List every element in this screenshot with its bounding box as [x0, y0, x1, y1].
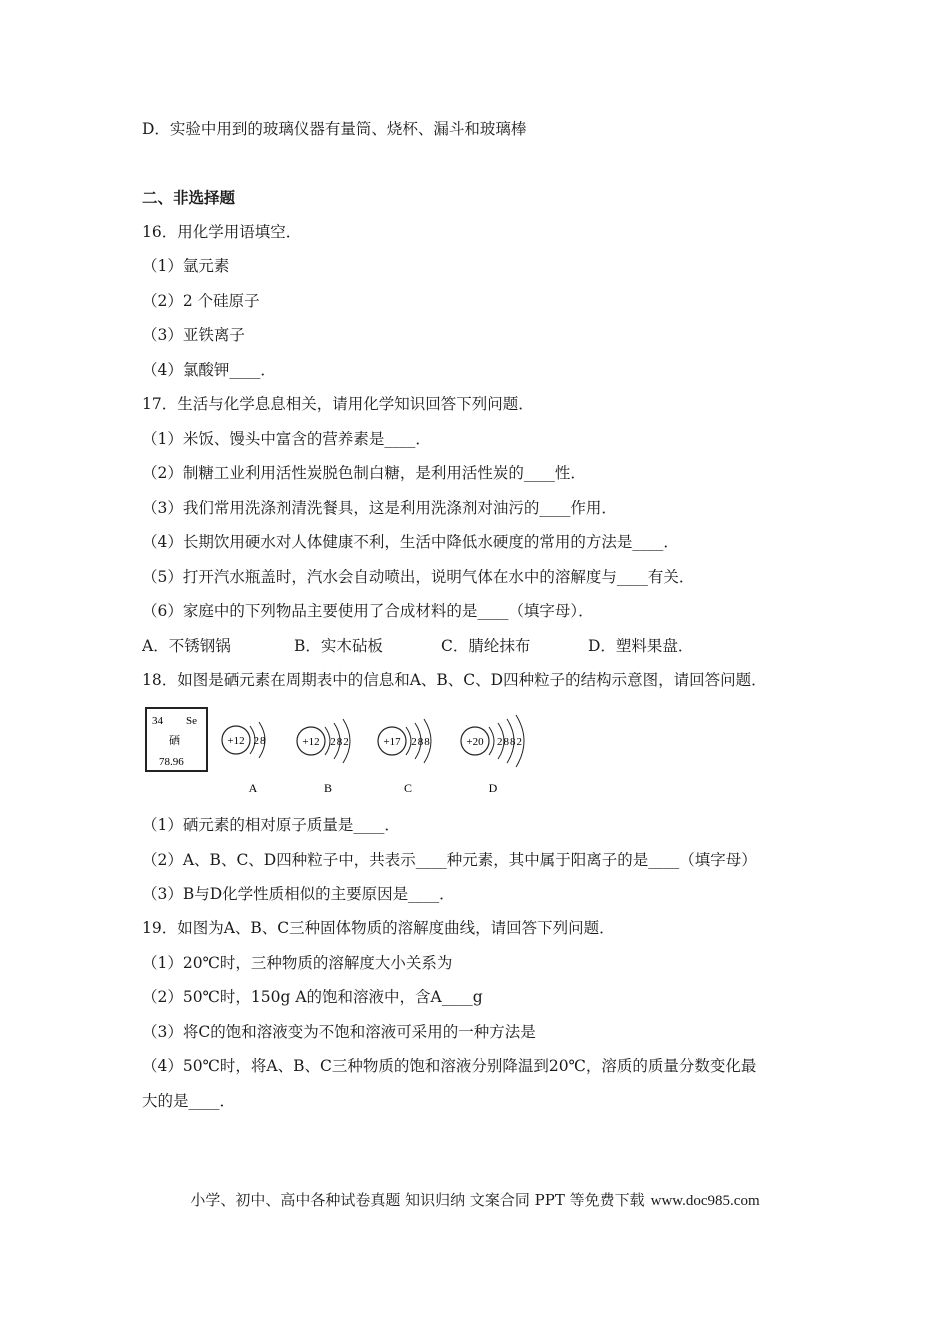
question-19-item: （3）将C的饱和溶液变为不饱和溶液可采用的一种方法是	[142, 1023, 536, 1041]
shell-arc	[406, 727, 411, 755]
shell-arc	[489, 727, 494, 755]
electron-shells: 2882	[497, 736, 523, 748]
question-16-item: （2）2 个硅原子	[142, 292, 260, 310]
nucleus-charge: +17	[383, 736, 401, 748]
footer-text: 小学、初中、高中各种试卷真题 知识归纳 文案合同 PPT 等免费下载	[190, 1191, 645, 1209]
electron-shells: 28	[253, 735, 267, 747]
particle-b	[297, 719, 350, 795]
page-footer	[0, 1190, 950, 1211]
question-19-item: 大的是____．	[142, 1092, 236, 1110]
question-17-item: （4）长期饮用硬水对人体健康不利，生活中降低水硬度的常用的方法是____．	[142, 533, 679, 551]
footer-url[interactable]: www.doc985.com	[650, 1193, 760, 1209]
question-18-item: （3）B与D化学性质相似的主要原因是____．	[142, 885, 455, 903]
element-mass: 78.96	[159, 756, 184, 768]
question-16-item: （3）亚铁离子	[142, 326, 245, 344]
option-a: A．不锈钢锅	[142, 637, 231, 655]
option-d: D．塑料果盘．	[588, 637, 694, 655]
question-19-item: （2）50℃时，150g A的饱和溶液中，含A____g	[142, 988, 483, 1006]
question-16-stem: 16．用化学用语填空．	[142, 223, 302, 241]
element-number: 34	[152, 715, 163, 727]
question-17-item: （6）家庭中的下列物品主要使用了合成材料的是____（填字母）．	[142, 602, 594, 620]
question-18-item: （2）A、B、C、D四种粒子中，共表示____种元素，其中属于阳离子的是____（填字母）	[142, 851, 757, 869]
particle-label: C	[403, 781, 413, 795]
question-17-item: （2）制糖工业利用活性炭脱色制白糖，是利用活性炭的____性．	[142, 464, 586, 482]
question-18-stem: 18．如图是硒元素在周期表中的信息和A、B、C、D四种粒子的结构示意图，请回答问题．	[142, 671, 767, 689]
question-17-item: （1）米饭、馒头中富含的营养素是____．	[142, 430, 431, 448]
particle-structure-figure	[142, 705, 542, 797]
option-b: B．实木砧板	[294, 637, 383, 655]
element-cell	[146, 708, 207, 771]
electron-shells: 288	[411, 736, 431, 748]
particle-label: D	[488, 781, 498, 795]
nucleus-charge: +12	[302, 736, 320, 748]
shell-arc	[325, 727, 330, 755]
particle-structure-svg	[142, 705, 542, 797]
option-d-line: D．实验中用到的玻璃仪器有量筒、烧杯、漏斗和玻璃棒	[142, 120, 527, 138]
section-title: 二、非选择题	[142, 188, 236, 207]
question-16-item: （4）氯酸钾____．	[142, 361, 276, 379]
nucleus-charge: +20	[466, 736, 484, 748]
question-17-item: （5）打开汽水瓶盖时，汽水会自动喷出，说明气体在水中的溶解度与____有关．	[142, 568, 695, 586]
nucleus-charge: +12	[227, 735, 245, 747]
question-18-item: （1）硒元素的相对原子质量是____．	[142, 816, 400, 834]
particle-d	[461, 715, 524, 795]
question-17-stem: 17．生活与化学息息相关，请用化学知识回答下列问题．	[142, 395, 534, 413]
question-17-item: （3）我们常用洗涤剂清洗餐具，这是利用洗涤剂对油污的____作用．	[142, 499, 617, 517]
element-symbol: Se	[186, 715, 197, 727]
question-19-item: （4）50℃时，将A、B、C三种物质的饱和溶液分别降温到20℃，溶质的质量分数变化最	[142, 1057, 757, 1075]
question-19-item: （1）20℃时，三种物质的溶解度大小关系为	[142, 954, 453, 972]
particle-c	[378, 719, 431, 795]
question-17-options	[142, 636, 702, 656]
particle-label: A	[248, 781, 258, 795]
question-19-stem: 19．如图为A、B、C三种固体物质的溶解度曲线，请回答下列问题．	[142, 919, 615, 937]
particle-a	[222, 722, 267, 795]
option-c: C．腈纶抹布	[441, 637, 531, 655]
element-name: 硒	[169, 735, 180, 747]
particle-label: B	[323, 781, 333, 795]
question-16-item: （1）氩元素	[142, 257, 230, 275]
electron-shells: 282	[330, 736, 350, 748]
